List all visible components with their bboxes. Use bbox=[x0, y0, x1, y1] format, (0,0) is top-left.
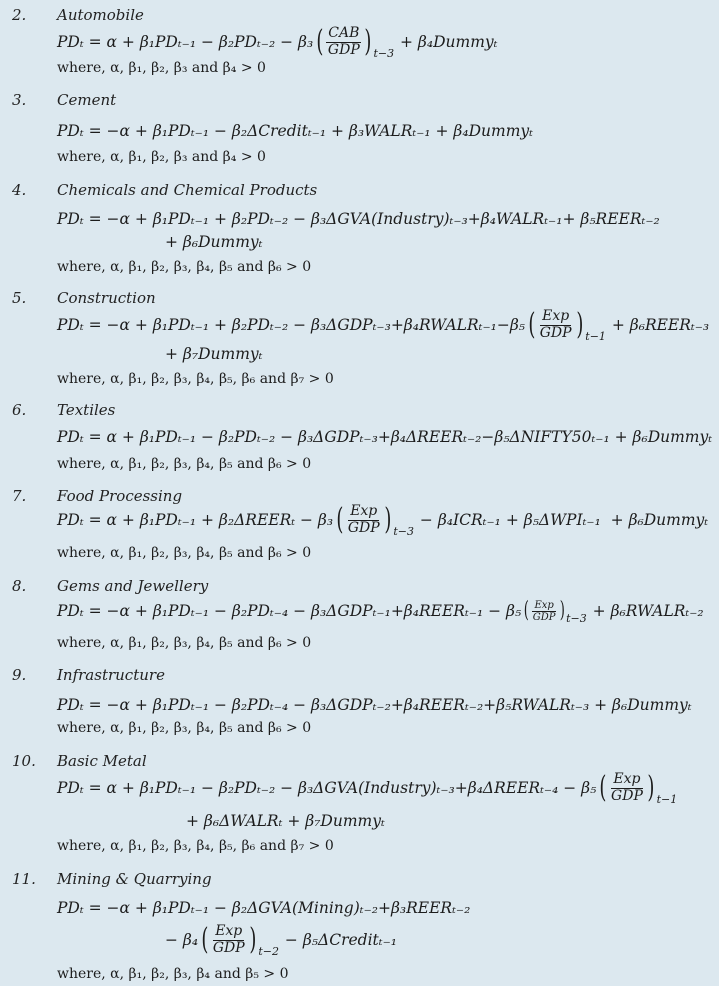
equation-continuation bbox=[165, 336, 262, 372]
fraction-denominator: GDP bbox=[212, 939, 245, 956]
fraction-denominator: GDP bbox=[327, 41, 360, 58]
fraction-denominator: GDP bbox=[611, 787, 643, 804]
equation-text: + β₆REERₜ₋₃ bbox=[606, 316, 710, 334]
section-number: 5. bbox=[12, 289, 27, 307]
equation-text: + β₇Dummyₜ bbox=[165, 345, 263, 363]
section-number: 9. bbox=[12, 666, 27, 684]
section-number: 4. bbox=[12, 181, 27, 199]
fraction-numerator: CAB bbox=[328, 25, 360, 42]
equation-text: + β₆ΔWALRₜ + β₇Dummyₜ bbox=[186, 812, 385, 830]
equation bbox=[57, 24, 498, 60]
equation-text: PDₜ = −α + β₁PDₜ₋₁ − β₂PDₜ₋₄ − β₃ΔGDPₜ₋₁+β₄REERₜ₋₁ − β₅ bbox=[57, 602, 522, 620]
equation-text: − β₄ bbox=[165, 931, 199, 949]
fraction: ( CAB GDP ) t−3 bbox=[316, 24, 395, 60]
section-number: 2. bbox=[12, 6, 27, 24]
section-number: 8. bbox=[12, 577, 27, 595]
equation bbox=[57, 593, 704, 629]
fraction-subscript: t−3 bbox=[393, 524, 414, 538]
equation-text: PDₜ = −α + β₁PDₜ₋₁ + β₂PDₜ₋₂ − β₃ΔGDPₜ₋₃+β₄RWALRₜ₋₁−β₅ bbox=[57, 316, 526, 334]
fraction-numerator: Exp bbox=[542, 308, 570, 325]
equation-text: + β₄Dummyₜ bbox=[395, 33, 498, 51]
section-number: 10. bbox=[12, 752, 36, 770]
section-title: Gems and Jewellery bbox=[57, 577, 209, 595]
equation-continuation bbox=[165, 922, 397, 958]
section-title: Infrastructure bbox=[57, 666, 165, 684]
equation-text: PDₜ = α + β₁PDₜ₋₁ − β₂PDₜ₋₂ − β₃ΔGDPₜ₋₃+β₄ΔREERₜ₋₂−β₅ΔNIFTY50ₜ₋₁ + β₆Dummyₜ bbox=[57, 428, 713, 446]
fraction-numerator: Exp bbox=[350, 503, 378, 520]
section-title: Mining & Quarrying bbox=[57, 870, 212, 888]
fraction: ( Exp GDP ) t−3 bbox=[523, 598, 587, 625]
equation-continuation bbox=[165, 224, 262, 260]
fraction-numerator: Exp bbox=[613, 771, 641, 788]
section-title: Chemicals and Chemical Products bbox=[57, 181, 318, 199]
section-number: 7. bbox=[12, 487, 27, 505]
where-clause: where, α, β₁, β₂, β₃ and β₄ > 0 bbox=[57, 149, 266, 165]
equation bbox=[57, 770, 678, 806]
equation-text: PDₜ = −α + β₁PDₜ₋₁ + β₂PDₜ₋₂ − β₃ΔGVA(Industry)ₜ₋₃+β₄WALRₜ₋₁+ β₅REERₜ₋₂ bbox=[57, 210, 660, 228]
equation-text: − β₄ICRₜ₋₁ + β₅ΔWPIₜ₋₁ + β₆Dummyₜ bbox=[415, 511, 709, 529]
equation bbox=[57, 307, 709, 343]
section-title: Cement bbox=[57, 91, 117, 109]
fraction-subscript: t−1 bbox=[656, 792, 678, 806]
fraction-subscript: t−2 bbox=[258, 944, 279, 958]
fraction-denominator: GDP bbox=[539, 324, 572, 341]
fraction: ( Exp GDP ) t−1 bbox=[528, 307, 606, 343]
fraction-denominator: GDP bbox=[347, 519, 380, 536]
where-clause: where, α, β₁, β₂, β₃, β₄, β₅ and β₆ > 0 bbox=[57, 635, 312, 651]
section-title: Food Processing bbox=[57, 487, 183, 505]
fraction-denominator: GDP bbox=[532, 611, 556, 623]
equation-text: + β₆Dummyₜ bbox=[165, 233, 263, 251]
equation-text: PDₜ = α + β₁PDₜ₋₁ + β₂ΔREERₜ − β₃ bbox=[57, 511, 334, 529]
equation bbox=[57, 502, 708, 538]
equation bbox=[57, 890, 470, 926]
fraction: ( Exp GDP ) t−3 bbox=[336, 502, 414, 538]
fraction-numerator: Exp bbox=[534, 599, 554, 611]
equation bbox=[57, 201, 660, 237]
section-title: Construction bbox=[57, 289, 156, 307]
where-clause: where, α, β₁, β₂, β₃, β₄, β₅ and β₆ > 0 bbox=[57, 456, 312, 472]
equation-text: PDₜ = −α + β₁PDₜ₋₁ − β₂ΔCreditₜ₋₁ + β₃WALRₜ₋₁ + β₄Dummyₜ bbox=[57, 122, 533, 140]
section-number: 11. bbox=[12, 870, 36, 888]
section-title: Basic Metal bbox=[57, 752, 147, 770]
fraction-subscript: t−1 bbox=[585, 329, 606, 343]
where-clause: where, α, β₁, β₂, β₃ and β₄ > 0 bbox=[57, 60, 266, 76]
equation-text: − β₅ΔCreditₜ₋₁ bbox=[280, 931, 397, 949]
fraction: ( Exp GDP ) t−2 bbox=[201, 922, 279, 958]
where-clause: where, α, β₁, β₂, β₃, β₄, β₅, β₆ and β₇ > 0 bbox=[57, 838, 334, 854]
where-clause: where, α, β₁, β₂, β₃, β₄, β₅ and β₆ > 0 bbox=[57, 720, 312, 736]
where-clause: where, α, β₁, β₂, β₃, β₄ and β₅ > 0 bbox=[57, 966, 289, 982]
equation-text: + β₆RWALRₜ₋₂ bbox=[587, 602, 704, 620]
where-clause: where, α, β₁, β₂, β₃, β₄, β₅ and β₆ > 0 bbox=[57, 259, 312, 275]
section-title: Automobile bbox=[57, 6, 144, 24]
equation-text: PDₜ = −α + β₁PDₜ₋₁ − β₂PDₜ₋₄ − β₃ΔGDPₜ₋₂+β₄REERₜ₋₂+β₅RWALRₜ₋₃ + β₆Dummyₜ bbox=[57, 696, 692, 714]
equation-continuation bbox=[186, 803, 385, 839]
equation bbox=[57, 419, 712, 455]
section-title: Textiles bbox=[57, 401, 116, 419]
equation bbox=[57, 113, 533, 149]
fraction-subscript: t−3 bbox=[373, 46, 395, 60]
where-clause: where, α, β₁, β₂, β₃, β₄, β₅ and β₆ > 0 bbox=[57, 545, 312, 561]
fraction-numerator: Exp bbox=[215, 923, 243, 940]
equation-text: PDₜ = α + β₁PDₜ₋₁ − β₂PDₜ₋₂ − β₃ bbox=[57, 33, 314, 51]
equation-text: PDₜ = α + β₁PDₜ₋₁ − β₂PDₜ₋₂ − β₃ΔGVA(Industry)ₜ₋₃+β₄ΔREERₜ₋₄ − β₅ bbox=[57, 779, 597, 797]
equation-text: PDₜ = −α + β₁PDₜ₋₁ − β₂ΔGVA(Mining)ₜ₋₂+β₃REERₜ₋₂ bbox=[57, 899, 471, 917]
section-number: 3. bbox=[12, 91, 27, 109]
fraction: ( Exp GDP ) t−1 bbox=[599, 770, 678, 806]
equation bbox=[57, 687, 692, 723]
fraction-subscript: t−3 bbox=[566, 611, 587, 625]
where-clause: where, α, β₁, β₂, β₃, β₄, β₅, β₆ and β₇ > 0 bbox=[57, 371, 334, 387]
section-number: 6. bbox=[12, 401, 27, 419]
